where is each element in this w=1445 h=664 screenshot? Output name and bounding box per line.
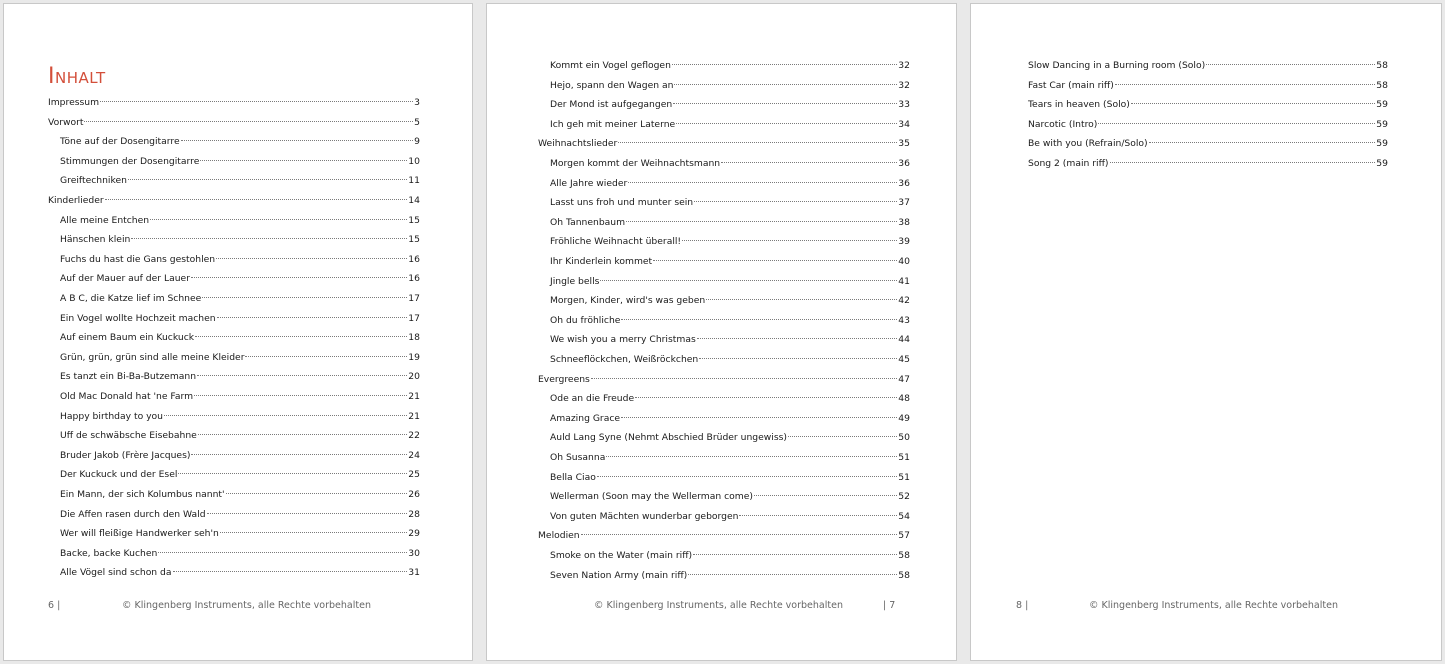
toc-entry-page-number: 39 xyxy=(898,236,910,248)
toc-entry[interactable] xyxy=(48,194,420,208)
toc-entry-page-number: 26 xyxy=(408,489,420,500)
toc-entry-title: Greiftechniken xyxy=(60,175,127,187)
dot-leader xyxy=(626,221,897,222)
toc-entry-title: Seven Nation Army (main riff) xyxy=(550,569,688,581)
toc-entry[interactable] xyxy=(538,373,910,387)
toc-entry[interactable] xyxy=(60,468,420,482)
footer-page-number: 8 | xyxy=(1016,600,1029,611)
toc-entry-page-number: 41 xyxy=(898,275,910,287)
dot-leader xyxy=(1206,64,1375,65)
toc-entry[interactable] xyxy=(550,392,910,406)
toc-entry-page-number: 40 xyxy=(898,256,910,267)
document-page-7 xyxy=(486,3,957,661)
dot-leader xyxy=(693,554,897,555)
toc-entry-title: Der Mond ist aufgegangen xyxy=(550,99,673,111)
dot-leader xyxy=(200,160,407,161)
dot-leader xyxy=(216,258,407,259)
toc-entry-title: Morgen kommt der Weihnachtsmann xyxy=(550,158,721,169)
toc-entry-page-number: 48 xyxy=(898,393,910,405)
toc-entry-title: Be with you (Refrain/Solo) xyxy=(1028,138,1148,150)
toc-entry-title: Töne auf der Dosengitarre xyxy=(60,136,180,148)
toc-entry-page-number: 37 xyxy=(898,197,910,209)
toc-entry[interactable] xyxy=(550,118,910,132)
document-page-8 xyxy=(970,3,1442,661)
dot-leader xyxy=(181,140,414,141)
toc-entry[interactable] xyxy=(550,177,910,191)
toc-entry-page-number: 14 xyxy=(408,195,420,206)
toc-entry-title: Auld Lang Syne (Nehmt Abschied Brüder ungewiss) xyxy=(550,432,787,444)
document-page-6 xyxy=(3,3,473,661)
toc-entry-title: Es tanzt ein Bi-Ba-Butzemann xyxy=(60,371,197,383)
dot-leader xyxy=(1131,103,1375,104)
toc-entry-page-number: 36 xyxy=(898,177,910,189)
toc-entry-page-number: 20 xyxy=(408,371,420,383)
toc-entry-page-number: 42 xyxy=(898,295,910,307)
toc-entry-page-number: 44 xyxy=(898,334,910,346)
toc-entry-title: Vorwort xyxy=(48,116,84,128)
toc-entry[interactable] xyxy=(1028,79,1388,93)
toc-entry-page-number: 15 xyxy=(408,214,420,226)
dot-leader xyxy=(220,532,407,533)
dot-leader xyxy=(600,280,897,281)
footer-copyright: © Klingenberg Instruments, alle Rechte vorbehalten xyxy=(594,600,843,611)
toc-entry-title: Kommt ein Vogel geflogen xyxy=(550,60,671,71)
dot-leader xyxy=(606,456,897,457)
toc-entry-title: Melodien xyxy=(538,530,580,542)
toc-entry[interactable] xyxy=(550,412,910,426)
dot-leader xyxy=(688,574,897,575)
toc-entry[interactable] xyxy=(550,79,910,93)
toc-entry[interactable] xyxy=(60,547,420,561)
dot-leader xyxy=(217,317,408,318)
toc-entry-page-number: 34 xyxy=(898,118,910,130)
toc-entry-title: Happy birthday to you xyxy=(60,410,163,422)
toc-entry[interactable] xyxy=(60,135,420,149)
toc-entry[interactable] xyxy=(60,488,420,502)
dot-leader xyxy=(682,240,897,241)
toc-entry-title: Auf der Mauer auf der Lauer xyxy=(60,273,190,285)
toc-entry[interactable] xyxy=(60,429,420,443)
dot-leader xyxy=(618,142,897,143)
toc-entry[interactable] xyxy=(60,331,420,345)
toc-entry-title: Ein Mann, der sich Kolumbus nannt' xyxy=(60,489,225,500)
dot-leader xyxy=(706,299,897,300)
toc-entry[interactable] xyxy=(60,155,420,169)
dot-leader xyxy=(128,179,407,180)
toc-entry[interactable] xyxy=(550,294,910,308)
toc-entry[interactable] xyxy=(48,116,420,130)
dot-leader xyxy=(202,297,407,298)
toc-entry-page-number: 33 xyxy=(898,99,910,111)
dot-leader xyxy=(676,123,897,124)
dot-leader xyxy=(597,476,897,477)
toc-entry[interactable] xyxy=(550,471,910,485)
toc-entry-page-number: 16 xyxy=(408,273,420,285)
toc-entry-page-number: 30 xyxy=(408,547,420,559)
toc-entry-page-number: 21 xyxy=(408,391,420,402)
toc-entry-page-number: 32 xyxy=(898,60,910,71)
toc-entry-title: Wellerman (Soon may the Wellerman come) xyxy=(550,491,753,503)
toc-entry-page-number: 16 xyxy=(408,253,420,265)
toc-entry-title: Song 2 (main riff) xyxy=(1028,158,1109,169)
dot-leader xyxy=(1098,123,1375,124)
toc-entry-title: Evergreens xyxy=(538,373,590,385)
toc-entry-title: We wish you a merry Christmas xyxy=(550,334,696,346)
dot-leader xyxy=(197,375,407,376)
toc-entry-page-number: 24 xyxy=(408,449,420,461)
dot-leader xyxy=(1115,84,1375,85)
toc-entry-title: Backe, backe Kuchen xyxy=(60,547,158,559)
toc-entry-title: Bella Ciao xyxy=(550,471,596,483)
dot-leader xyxy=(131,238,407,239)
toc-entry[interactable] xyxy=(538,137,910,151)
dot-leader xyxy=(158,552,407,553)
toc-entry[interactable] xyxy=(550,98,910,112)
toc-entry-page-number: 38 xyxy=(898,216,910,228)
toc-entry[interactable] xyxy=(60,214,420,228)
dot-leader xyxy=(173,571,408,572)
toc-entry[interactable] xyxy=(550,431,910,445)
toc-entry-title: Weihnachtslieder xyxy=(538,138,618,150)
toc-entry-page-number: 31 xyxy=(408,567,420,579)
toc-entry-page-number: 59 xyxy=(1376,118,1388,130)
toc-entry-title: Uff de schwäbsche Eisebahne xyxy=(60,430,197,442)
toc-entry-title: Wer will fleißige Handwerker seh'n xyxy=(60,528,219,540)
dot-leader xyxy=(754,495,897,496)
toc-entry[interactable] xyxy=(550,451,910,465)
toc-entry-page-number: 15 xyxy=(408,234,420,246)
toc-entry[interactable] xyxy=(60,508,420,522)
toc-entry-title: Auf einem Baum ein Kuckuck xyxy=(60,332,195,344)
toc-entry-title: Fuchs du hast die Gans gestohlen xyxy=(60,253,216,265)
toc-entry-page-number: 19 xyxy=(408,351,420,363)
dot-leader xyxy=(621,319,897,320)
dot-leader xyxy=(191,277,407,278)
toc-entry[interactable] xyxy=(60,390,420,404)
toc-entry-title: Lasst uns froh und munter sein xyxy=(550,197,694,209)
toc-entry-title: Von guten Mächten wunderbar geborgen xyxy=(550,510,739,522)
toc-entry-title: Slow Dancing in a Burning room (Solo) xyxy=(1028,60,1206,71)
dot-leader xyxy=(673,103,897,104)
dot-leader xyxy=(591,378,897,379)
toc-entry[interactable] xyxy=(60,312,420,326)
toc-entry[interactable] xyxy=(550,235,910,249)
toc-entry[interactable] xyxy=(550,549,910,563)
toc-entry-title: Fast Car (main riff) xyxy=(1028,79,1114,91)
toc-entry-title: Der Kuckuck und der Esel xyxy=(60,469,178,481)
toc-entry[interactable] xyxy=(48,96,420,110)
dot-leader xyxy=(672,64,897,65)
footer-page-number: | 7 xyxy=(883,600,896,611)
toc-entry[interactable] xyxy=(550,314,910,328)
dot-leader xyxy=(100,101,413,102)
dot-leader xyxy=(1110,162,1376,163)
footer-page-number: 6 | xyxy=(48,600,61,611)
toc-entry-title: Stimmungen der Dosengitarre xyxy=(60,155,200,167)
toc-entry-title: Alle meine Entchen xyxy=(60,214,150,226)
toc-entry[interactable] xyxy=(60,174,420,188)
toc-entry-title: Die Affen rasen durch den Wald xyxy=(60,508,206,520)
dot-leader xyxy=(581,534,898,535)
dot-leader xyxy=(245,356,407,357)
toc-entry-page-number: 57 xyxy=(898,530,910,542)
toc-entry[interactable] xyxy=(60,253,420,267)
toc-entry-title: Jingle bells xyxy=(550,275,600,287)
toc-entry-page-number: 29 xyxy=(408,528,420,540)
dot-leader xyxy=(739,515,897,516)
toc-entry[interactable] xyxy=(550,157,910,171)
toc-entry-title: Oh du fröhliche xyxy=(550,314,621,326)
toc-entry-title: Oh Susanna xyxy=(550,452,606,463)
toc-entry[interactable] xyxy=(550,490,910,504)
toc-entry-page-number: 59 xyxy=(1376,158,1388,169)
toc-entry-page-number: 52 xyxy=(898,491,910,503)
toc-entry-page-number: 22 xyxy=(408,430,420,442)
toc-entry-title: Hejo, spann den Wagen an xyxy=(550,79,674,91)
toc-entry[interactable] xyxy=(60,272,420,286)
toc-entry-page-number: 10 xyxy=(408,155,420,167)
toc-entry[interactable] xyxy=(550,569,910,583)
toc-entry-page-number: 51 xyxy=(898,452,910,463)
toc-entry[interactable] xyxy=(60,410,420,424)
toc-entry-title: Alle Jahre wieder xyxy=(550,177,628,189)
toc-entry-title: Ode an die Freude xyxy=(550,393,635,405)
toc-entry[interactable] xyxy=(1028,98,1388,112)
toc-entry[interactable] xyxy=(550,59,910,73)
footer-copyright: © Klingenberg Instruments, alle Rechte vorbehalten xyxy=(122,600,371,611)
toc-entry[interactable] xyxy=(60,449,420,463)
toc-entry[interactable] xyxy=(550,353,910,367)
dot-leader xyxy=(621,417,897,418)
dot-leader xyxy=(699,358,897,359)
toc-heading: Inhalt xyxy=(48,64,106,89)
toc-entry-title: Ich geh mit meiner Laterne xyxy=(550,118,676,130)
dot-leader xyxy=(178,473,407,474)
toc-entry-page-number: 58 xyxy=(898,569,910,581)
toc-entry-page-number: 43 xyxy=(898,314,910,326)
toc-entry-page-number: 35 xyxy=(898,138,910,150)
toc-entry[interactable] xyxy=(1028,137,1388,151)
toc-entry[interactable] xyxy=(60,527,420,541)
toc-entry[interactable] xyxy=(1028,157,1388,171)
toc-entry-title: Kinderlieder xyxy=(48,195,104,206)
toc-entry-title: Schneeflöckchen, Weißröckchen xyxy=(550,354,699,365)
toc-entry-page-number: 36 xyxy=(898,158,910,169)
dot-leader xyxy=(674,84,897,85)
dot-leader xyxy=(788,436,897,437)
toc-entry-title: Narcotic (Intro) xyxy=(1028,118,1098,130)
toc-entry-page-number: 18 xyxy=(408,332,420,344)
toc-entry[interactable] xyxy=(1028,118,1388,132)
dot-leader xyxy=(628,182,897,183)
dot-leader xyxy=(694,201,897,202)
toc-entry-title: Impressum xyxy=(48,97,100,108)
toc-entry-page-number: 49 xyxy=(898,412,910,424)
toc-entry-page-number: 59 xyxy=(1376,138,1388,150)
dot-leader xyxy=(198,434,407,435)
toc-entry-page-number: 47 xyxy=(898,373,910,385)
toc-entry-page-number: 50 xyxy=(898,432,910,444)
dot-leader xyxy=(1149,142,1376,143)
dot-leader xyxy=(653,260,897,261)
dot-leader xyxy=(150,219,407,220)
toc-entry[interactable] xyxy=(550,255,910,269)
dot-leader xyxy=(194,395,407,396)
toc-entry[interactable] xyxy=(1028,59,1388,73)
toc-entry-page-number: 21 xyxy=(408,410,420,422)
footer-copyright: © Klingenberg Instruments, alle Rechte vorbehalten xyxy=(1089,600,1338,611)
toc-entry-title: Smoke on the Water (main riff) xyxy=(550,550,693,561)
toc-entry-title: Ein Vogel wollte Hochzeit machen xyxy=(60,312,216,324)
toc-entry-title: A B C, die Katze lief im Schnee xyxy=(60,293,202,304)
toc-entry-title: Tears in heaven (Solo) xyxy=(1028,99,1130,111)
toc-entry-title: Morgen, Kinder, wird's was geben xyxy=(550,295,706,307)
toc-entry[interactable] xyxy=(550,510,910,524)
toc-entry-title: Amazing Grace xyxy=(550,412,621,424)
toc-entry-title: Bruder Jakob (Frère Jacques) xyxy=(60,449,191,461)
dot-leader xyxy=(195,336,407,337)
toc-entry-page-number: 54 xyxy=(898,510,910,522)
toc-entry-title: Old Mac Donald hat 'ne Farm xyxy=(60,391,194,402)
toc-entry-page-number: 32 xyxy=(898,79,910,91)
toc-entry-page-number: 3 xyxy=(414,97,420,108)
toc-entry-title: Alle Vögel sind schon da xyxy=(60,567,172,579)
dot-leader xyxy=(191,454,407,455)
toc-entry-page-number: 5 xyxy=(414,116,420,128)
toc-entry-page-number: 11 xyxy=(408,175,420,187)
toc-entry-page-number: 9 xyxy=(414,136,420,148)
toc-entry-page-number: 58 xyxy=(1376,79,1388,91)
dot-leader xyxy=(84,121,413,122)
toc-entry-title: Ihr Kinderlein kommet xyxy=(550,256,653,267)
toc-entry-page-number: 45 xyxy=(898,354,910,365)
toc-entry-page-number: 17 xyxy=(408,312,420,324)
toc-entry-page-number: 17 xyxy=(408,293,420,304)
toc-entry[interactable] xyxy=(60,566,420,580)
dot-leader xyxy=(164,415,407,416)
toc-entry-page-number: 58 xyxy=(1376,60,1388,71)
toc-entry-page-number: 59 xyxy=(1376,99,1388,111)
dot-leader xyxy=(226,493,408,494)
toc-entry-title: Fröhliche Weihnacht überall! xyxy=(550,236,682,248)
dot-leader xyxy=(635,397,897,398)
toc-entry[interactable] xyxy=(60,292,420,306)
toc-entry[interactable] xyxy=(60,370,420,384)
toc-entry[interactable] xyxy=(550,216,910,230)
toc-entry[interactable] xyxy=(550,275,910,289)
toc-entry-title: Oh Tannenbaum xyxy=(550,216,626,228)
toc-entry[interactable] xyxy=(538,529,910,543)
dot-leader xyxy=(721,162,897,163)
toc-entry-page-number: 28 xyxy=(408,508,420,520)
toc-entry-page-number: 58 xyxy=(898,550,910,561)
toc-entry[interactable] xyxy=(60,351,420,365)
toc-entry[interactable] xyxy=(60,233,420,247)
toc-entry-page-number: 25 xyxy=(408,469,420,481)
toc-entry-page-number: 51 xyxy=(898,471,910,483)
toc-entry-title: Hänschen klein xyxy=(60,234,131,246)
dot-leader xyxy=(207,513,408,514)
toc-entry[interactable] xyxy=(550,196,910,210)
toc-entry-title: Grün, grün, grün sind alle meine Kleider xyxy=(60,351,245,363)
dot-leader xyxy=(105,199,408,200)
toc-entry[interactable] xyxy=(550,333,910,347)
dot-leader xyxy=(697,338,898,339)
